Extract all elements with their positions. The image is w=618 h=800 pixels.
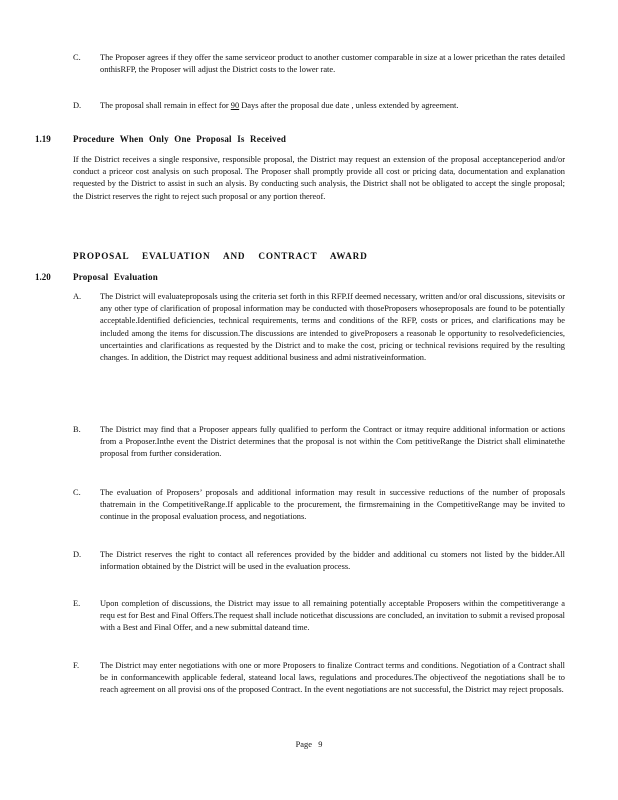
item-text: The District may find that a Proposer appears fully qualified to perform the Contract or itmay require additional information or actions from a Proposer.Inthe event the District determines that the proposal is not within the Com petitiveRange the District shall eliminatethe proposal from further consideration. xyxy=(100,425,565,459)
section-number: 1.20 xyxy=(35,272,51,282)
item-letter: D. xyxy=(73,101,82,110)
page-number: 9 xyxy=(318,740,323,749)
days-value: 90 xyxy=(230,101,240,110)
section-body: If the District receives a single responsive, responsible proposal, the District may request an extension of the proposal acceptanceperiod and/or conduct a priceor cost analysis on such proposal. The Proposer shall promptly provide all cost or pricing data, documentation and explanation requested by the District to assist in such an alysis. By conducting such analysis, the District shall not be obligated to accept the single proposal; the District reserves the right to reject such proposal or any portion thereof. xyxy=(73,155,565,201)
item-text: Upon completion of discussions, the District may issue to all remaining potentially acceptable Proposers within the competitiverange a requ est for Best and Final Offers.The request shall include noticethat discussions are concluded, an invitation to submit a revised proposal with a Best and Final Offer, and a new submittal dateand time. xyxy=(100,599,566,633)
page-footer xyxy=(0,739,618,751)
item-letter: C. xyxy=(73,53,81,62)
item-text: The District may enter negotiations with one or more Proposers to finalize Contract terms and conditions. Negotiation of a Contract shall be in conformancewith applicable federal, stateand local laws, regulations and procedures.The objectiveof the negotiations shall be to reach agreement on all provisi ons of the proposed Contract. In the event negotiations are not successful, the District may reject proposals. xyxy=(100,661,565,695)
main-heading: PROPOSAL EVALUATION AND CONTRACT AWARD xyxy=(73,251,368,261)
item-letter: D. xyxy=(73,550,82,559)
item-letter: B. xyxy=(73,425,81,434)
item-text: The proposal shall remain in effect for 90 Days after the proposal due date , unless extended by agreement. xyxy=(100,101,459,110)
item-text: The District reserves the right to contact all references provided by the bidder and additional cu stomers not listed by the bidder.All information obtained by the District will be used in the evaluation process. xyxy=(100,550,565,572)
item-letter: F. xyxy=(73,661,80,670)
item-text: The evaluation of Proposers’ proposals and additional information may result in successive reductions of the number of proposals thatremain in the CompetitiveRange.If applicable to the procurement, the firmsremaining in the CompetitiveRange may be invited to continue in the proposal evaluation process, and negotiations. xyxy=(100,488,565,522)
item-letter: E. xyxy=(73,599,81,608)
item-text: The Proposer agrees if they offer the same serviceor product to another customer comparable in size at a lower pricethan the rates detailed onthisRFP, the Proposer will adjust the District costs to the lower rate. xyxy=(100,53,565,75)
section-number: 1.19 xyxy=(35,134,51,144)
item-letter: A. xyxy=(73,292,82,301)
section-title: Procedure When Only One Proposal Is Received xyxy=(73,134,287,144)
section-title: Proposal Evaluation xyxy=(73,272,158,282)
item-letter: C. xyxy=(73,488,81,497)
page-label: Page xyxy=(295,740,312,749)
item-text: The District will evaluateproposals using the criteria set forth in this RFP.If deemed necessary, written and/or oral discussions, sitevisits or any other type of clarification of proposal information may be conducted with thoseProposers whoseproposals are found to be potentially acceptable.Identified deficiencies, technical requirements, terms and conditions of the RFP, costs or prices, and clarifications may be included among the items for discussion.The discussions are intended to giveProposers a reasonab le opportunity to resolvedeficiencies, uncertainties and clarifications as requested by the District and to make the cost, pricing or technical revisions required by the resulting changes. In addition, the District may request additional business and admi nistrativeinformation. xyxy=(100,292,565,363)
